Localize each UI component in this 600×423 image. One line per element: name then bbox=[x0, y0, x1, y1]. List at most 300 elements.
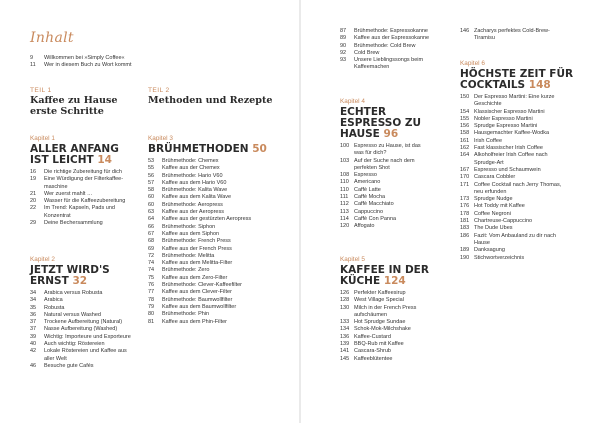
page-title: Inhalt bbox=[30, 30, 74, 46]
toc-page-number: 21 bbox=[30, 190, 37, 197]
toc-entry bbox=[148, 173, 288, 180]
toc-entry bbox=[340, 57, 448, 64]
toc-entry-text: Geschichte bbox=[474, 101, 502, 108]
toc-page-number: 34 bbox=[30, 290, 37, 296]
toc-entry bbox=[340, 326, 448, 333]
toc-entry-text: Lokale Röstereien und Kaffee aus bbox=[44, 348, 127, 355]
toc-page-number: 19 bbox=[30, 176, 37, 183]
chapter-1 bbox=[30, 135, 134, 227]
toc-entry-text: Cascara Cobbler bbox=[474, 174, 516, 181]
toc-entry bbox=[30, 363, 134, 370]
toc-entry-text: Auf der Suche nach dem bbox=[354, 157, 415, 164]
toc-entry bbox=[148, 238, 288, 245]
toc-entry bbox=[340, 216, 448, 223]
toc-entry bbox=[460, 116, 580, 123]
toc-entry bbox=[148, 275, 288, 282]
toc-page-number: 112 bbox=[340, 201, 349, 208]
toc-entry bbox=[460, 94, 580, 101]
toc-entry bbox=[340, 172, 448, 179]
toc-page-number: 141 bbox=[340, 348, 350, 355]
toc-entry-text: Kaffee aus dem Phin-Filter bbox=[162, 318, 228, 325]
toc-page-number: 133 bbox=[340, 319, 350, 326]
toc-entry bbox=[30, 55, 134, 62]
toc-entry bbox=[340, 35, 448, 42]
toc-entry-text: Schok-Mok-Milchshake bbox=[354, 326, 411, 333]
toc-entry-text: Kaffee aus dem Clever-Filter bbox=[162, 289, 232, 296]
toc-page-number: 114 bbox=[340, 215, 349, 222]
toc-page-number: 77 bbox=[148, 289, 155, 296]
chapter-label: Kapitel 5 bbox=[340, 256, 365, 263]
toc-entry-text: Chartreuse-Cappuccino bbox=[474, 218, 533, 225]
toc-entry-text: Robusta bbox=[44, 304, 65, 311]
toc-entry-text: Willkommen bei »Simply Coffee« bbox=[44, 55, 125, 61]
chapter-entries bbox=[340, 290, 448, 363]
toc-page-number: 139 bbox=[340, 341, 350, 348]
toc-page-number: 92 bbox=[340, 49, 347, 56]
toc-entry bbox=[148, 180, 288, 187]
toc-entry bbox=[460, 123, 580, 130]
toc-entry-text: The Dude Ubes bbox=[474, 225, 513, 232]
toc-page-number: 90 bbox=[340, 42, 347, 49]
toc-page-number bbox=[340, 64, 354, 71]
toc-entry-text: Besuche gute Cafés bbox=[44, 362, 94, 369]
toc-entry bbox=[148, 165, 288, 172]
toc-page-number: 69 bbox=[148, 245, 155, 252]
toc-entry-text: Im Trend: Kapseln, Pads und bbox=[44, 205, 115, 212]
toc-entry bbox=[148, 311, 288, 318]
chapter-title-text: ECHTER ESPRESSO ZU HAUSE bbox=[340, 106, 422, 140]
toc-page-number bbox=[340, 312, 354, 319]
toc-page-number: 58 bbox=[148, 187, 155, 194]
toc-page-number: 89 bbox=[340, 35, 347, 42]
toc-entry bbox=[340, 187, 448, 194]
toc-entry bbox=[148, 267, 288, 274]
toc-page-number: 22 bbox=[30, 205, 37, 212]
toc-entry bbox=[340, 28, 448, 35]
toc-page-number: 20 bbox=[30, 198, 37, 205]
toc-entry-text: Cappuccino bbox=[354, 208, 384, 215]
toc-entry bbox=[340, 143, 448, 150]
toc-entry-text: Espresso bbox=[354, 172, 377, 179]
toc-entry bbox=[148, 202, 288, 209]
toc-entry-text: Sprudge Nudge bbox=[474, 196, 513, 203]
toc-entry-text: Brühmethode: Aeropress bbox=[162, 201, 223, 208]
toc-entry bbox=[30, 356, 134, 363]
toc-page-number: 181 bbox=[460, 218, 470, 225]
toc-page-number: 164 bbox=[460, 152, 470, 159]
toc-entry-text: Brühmethode: Siphon bbox=[162, 223, 216, 230]
toc-page-number: 53 bbox=[148, 158, 155, 164]
toc-entry bbox=[148, 297, 288, 304]
toc-entry bbox=[148, 158, 288, 165]
toc-entry-text: Brühmethode: Melitta bbox=[162, 252, 215, 259]
chapter-title bbox=[340, 265, 448, 287]
chapter-label: Kapitel 2 bbox=[30, 256, 55, 263]
toc-entry-text: Kaffee aus dem Kalita Wave bbox=[162, 194, 232, 201]
toc-entry bbox=[460, 196, 580, 203]
toc-page-number: 40 bbox=[30, 341, 37, 348]
teil-2-title: Methoden und Rezepte bbox=[148, 95, 273, 106]
toc-entry-text: Nasse Aufbereitung (Washed) bbox=[44, 326, 118, 333]
toc-entry bbox=[340, 43, 448, 50]
chapter-title bbox=[340, 107, 448, 140]
chapter-title-text: BRÜHMETHODEN bbox=[148, 143, 249, 155]
toc-entry bbox=[340, 179, 448, 186]
toc-page-number bbox=[340, 165, 354, 172]
toc-page-number: 74 bbox=[148, 267, 155, 274]
toc-entry bbox=[30, 191, 134, 198]
toc-entry bbox=[460, 218, 580, 225]
toc-page-number: 78 bbox=[148, 296, 155, 303]
toc-entry-text: Cold Brew bbox=[354, 49, 380, 56]
toc-entry-text: Irish Coffee bbox=[474, 137, 503, 144]
toc-entry-text: aufschäumen bbox=[354, 311, 388, 318]
toc-page-number: 100 bbox=[340, 143, 350, 149]
toc-entry-text: Natural versus Washed bbox=[44, 311, 101, 318]
toc-page-number: 81 bbox=[148, 318, 155, 325]
toc-entry-text: Perfekter Kaffeesirup bbox=[354, 290, 406, 296]
chapter-label: Kapitel 4 bbox=[340, 98, 365, 105]
toc-entry-text: Danksagung bbox=[474, 247, 505, 254]
toc-entry-text: Kaffee aus dem Baumwollfilter bbox=[162, 303, 237, 310]
toc-page-number: 154 bbox=[460, 108, 470, 115]
chapter-page-number: 32 bbox=[72, 275, 88, 287]
toc-entry bbox=[460, 182, 580, 189]
toc-entry-text: Fast klassischer Irish Coffee bbox=[474, 145, 543, 152]
toc-page-number: 173 bbox=[460, 196, 470, 203]
toc-page-number: 74 bbox=[148, 260, 155, 267]
toc-entry bbox=[460, 130, 580, 137]
toc-entry-text: Die richtige Zubereitung für dich bbox=[44, 169, 122, 175]
toc-page-number bbox=[340, 150, 354, 157]
toc-entry-text: Unsere Lieblingssongs beim bbox=[354, 57, 424, 64]
toc-entry-text: Zacharys perfektes Cold-Brew- bbox=[474, 28, 550, 34]
chapter-page-number: 14 bbox=[97, 154, 112, 166]
toc-page-number: 161 bbox=[460, 137, 470, 144]
toc-page-number: 170 bbox=[460, 174, 470, 181]
toc-entry-text: Kaffee-Custard bbox=[354, 333, 391, 340]
toc-entry-text: Brühmethode: Kalita Wave bbox=[162, 187, 228, 194]
toc-entry-text: Caffè Mocha bbox=[354, 194, 386, 201]
toc-page-number: 37 bbox=[30, 326, 37, 333]
toc-entry-text: Wichtig: Importeure und Exporteure bbox=[44, 333, 131, 340]
toc-entry-text: Hausgemachter Kaffee-Wodka bbox=[474, 130, 550, 137]
teil-2-label: TEIL 2 bbox=[148, 87, 170, 94]
toc-entry-text: Deine Bechersammlung bbox=[44, 220, 103, 227]
toc-entry bbox=[460, 174, 580, 181]
toc-entry-text: West Village Special bbox=[354, 297, 404, 304]
toc-entry-text: Brühmethode: Phin bbox=[162, 311, 210, 318]
toc-page-number: 156 bbox=[460, 123, 470, 130]
toc-entry-text: aller Welt bbox=[44, 355, 67, 362]
toc-entry-text: Stichwortverzeichnis bbox=[474, 254, 525, 261]
toc-entry bbox=[30, 62, 134, 69]
toc-page-number: 75 bbox=[148, 274, 155, 281]
toc-entry-text: Sprudge Espresso Martini bbox=[474, 123, 538, 130]
toc-page-number bbox=[460, 240, 474, 247]
toc-page-number: 128 bbox=[340, 297, 350, 304]
toc-page-number: 63 bbox=[148, 209, 155, 216]
toc-page-number: 145 bbox=[340, 355, 350, 362]
toc-entry-text: Brühmethode: Baumwollfilter bbox=[162, 296, 233, 303]
chapter-page-number: 148 bbox=[528, 79, 551, 91]
toc-page-number: 130 bbox=[340, 304, 350, 311]
toc-entry bbox=[340, 194, 448, 201]
chapter-entries bbox=[340, 28, 448, 72]
toc-entry-text: Nobler Espresso Martini bbox=[474, 115, 533, 122]
toc-entry bbox=[460, 35, 580, 42]
toc-page-number: 55 bbox=[148, 165, 155, 172]
toc-entry-text: Caffè Macchiato bbox=[354, 201, 394, 208]
toc-entry bbox=[30, 326, 134, 333]
toc-entry bbox=[340, 50, 448, 57]
toc-entry bbox=[30, 184, 134, 191]
toc-entry bbox=[30, 305, 134, 312]
toc-page-number: 80 bbox=[148, 311, 155, 318]
toc-entry bbox=[460, 240, 580, 247]
toc-page-number: 176 bbox=[460, 203, 470, 210]
toc-page-number: 34 bbox=[30, 297, 37, 304]
toc-entry bbox=[340, 158, 448, 165]
toc-page-number: 87 bbox=[340, 28, 347, 34]
chapter-3-continued bbox=[340, 28, 448, 72]
toc-page-number: 183 bbox=[460, 225, 470, 232]
toc-page-number: 35 bbox=[30, 304, 37, 311]
toc-entry-text: Brühmethode: Cold Brew bbox=[354, 42, 416, 49]
toc-entry bbox=[148, 289, 288, 296]
toc-entry bbox=[340, 297, 448, 304]
toc-page-number bbox=[460, 101, 474, 108]
toc-entry-text: Eine Würdigung der Filterkaffee- bbox=[44, 176, 124, 183]
toc-page-number: 39 bbox=[30, 333, 37, 340]
toc-entry bbox=[340, 348, 448, 355]
toc-entry-text: Brühmethode: Clever-Kaffeefilter bbox=[162, 282, 242, 289]
toc-entry-text: was für dich? bbox=[354, 150, 387, 157]
toc-entry bbox=[460, 109, 580, 116]
toc-entry-text: Cascara-Shrub bbox=[354, 348, 391, 355]
toc-page-number: 150 bbox=[460, 94, 470, 100]
toc-page-number bbox=[30, 213, 44, 220]
toc-entry bbox=[340, 223, 448, 230]
chapter-entries bbox=[30, 290, 134, 370]
toc-entry-text: Kaffee aus der Aeropress bbox=[162, 209, 224, 216]
toc-entry bbox=[340, 64, 448, 71]
chapter-title bbox=[460, 69, 580, 91]
toc-entry bbox=[340, 319, 448, 326]
chapter-5 bbox=[340, 256, 448, 363]
toc-entry bbox=[30, 220, 134, 227]
toc-entry-text: Kaffee aus dem Hario V60 bbox=[162, 179, 227, 186]
toc-entry-text: Americano bbox=[354, 179, 381, 186]
toc-page-number: 60 bbox=[148, 194, 155, 201]
chapter-title-text: KAFFEE IN DER KÜCHE bbox=[340, 264, 429, 287]
toc-page-number bbox=[30, 184, 44, 191]
toc-page-number: 167 bbox=[460, 166, 470, 173]
toc-entry bbox=[30, 334, 134, 341]
toc-entry bbox=[30, 297, 134, 304]
toc-page-number: 29 bbox=[30, 220, 37, 227]
toc-entry bbox=[340, 334, 448, 341]
toc-entry-text: maschine bbox=[44, 183, 68, 190]
toc-page-number: 108 bbox=[340, 172, 350, 179]
toc-entry bbox=[30, 312, 134, 319]
toc-entry-text: Kaffee aus dem Zero-Filter bbox=[162, 274, 228, 281]
toc-entry bbox=[30, 290, 134, 297]
toc-entry-text: Kaffeemachen bbox=[354, 64, 390, 71]
toc-entry bbox=[148, 187, 288, 194]
chapter-entries bbox=[340, 143, 448, 231]
toc-entry bbox=[148, 224, 288, 231]
toc-entry-text: Kaffee aus dem Melitta-Filter bbox=[162, 260, 233, 267]
toc-page-number: 57 bbox=[148, 179, 155, 186]
toc-page-number: 36 bbox=[30, 311, 37, 318]
chapter-entries bbox=[460, 94, 580, 262]
toc-entry-text: Kaffee aus der gestürzten Aeropress bbox=[162, 216, 252, 223]
chapter-label: Kapitel 6 bbox=[460, 60, 485, 67]
teil-1-heading bbox=[30, 87, 134, 117]
toc-page-number: 134 bbox=[340, 326, 350, 333]
toc-entry bbox=[340, 150, 448, 157]
toc-entry bbox=[148, 231, 288, 238]
chapter-entries bbox=[148, 158, 288, 326]
toc-page-number: 190 bbox=[460, 254, 470, 261]
chapter-entries bbox=[30, 169, 134, 227]
toc-entry-text: Kaffeeblütentee bbox=[354, 355, 393, 362]
toc-entry-text: Brühmethode: Hario V60 bbox=[162, 172, 223, 179]
chapter-title-text: ALLER ANFANG IST LEICHT bbox=[30, 143, 119, 166]
toc-page-number: 68 bbox=[148, 238, 155, 245]
toc-page-number: 186 bbox=[460, 232, 470, 239]
toc-entry bbox=[340, 341, 448, 348]
toc-entry bbox=[30, 213, 134, 220]
toc-page-number: 79 bbox=[148, 303, 155, 310]
toc-entry bbox=[30, 341, 134, 348]
toc-page-number bbox=[460, 160, 474, 167]
toc-page-number: 16 bbox=[30, 169, 37, 175]
toc-entry-text: Hause bbox=[474, 239, 490, 246]
chapter-title-text: JETZT WIRD'S ERNST bbox=[30, 264, 110, 287]
toc-entry bbox=[148, 253, 288, 260]
toc-entry bbox=[460, 138, 580, 145]
toc-entry bbox=[460, 203, 580, 210]
toc-page-number: 189 bbox=[460, 247, 470, 254]
toc-entry-text: Fazit: Vom Anbauland zu dir nach bbox=[474, 232, 556, 239]
toc-entry-text: Caffè Latte bbox=[354, 186, 381, 193]
toc-entry bbox=[148, 246, 288, 253]
toc-entry bbox=[460, 225, 580, 232]
toc-entry-text: Kaffee aus der Chemex bbox=[162, 165, 220, 172]
chapter-5-continued bbox=[460, 28, 580, 43]
toc-entry bbox=[148, 319, 288, 326]
toc-entry-text: Kaffee aus dem Siphon bbox=[162, 230, 220, 237]
toc-page-number: 158 bbox=[460, 130, 470, 137]
chapter-page-number: 124 bbox=[383, 275, 406, 287]
toc-page-number: 146 bbox=[460, 28, 470, 34]
intro-list bbox=[30, 55, 134, 70]
toc-page-number: 76 bbox=[148, 282, 155, 289]
toc-entry-text: Wer in diesem Buch zu Wort kommt bbox=[44, 62, 132, 69]
toc-entry-text: Alkoholfreier Irish Coffee nach bbox=[474, 152, 548, 159]
toc-page-number: 46 bbox=[30, 362, 37, 369]
toc-entry bbox=[340, 312, 448, 319]
toc-entry bbox=[148, 260, 288, 267]
toc-page-number: 9 bbox=[30, 55, 34, 61]
toc-page-number bbox=[460, 189, 474, 196]
toc-entry-text: Coffee Cocktail nach Jerry Thomas, bbox=[474, 181, 562, 188]
toc-page-number: 64 bbox=[148, 216, 155, 223]
toc-entry-text: Kaffee aus der French Press bbox=[162, 245, 232, 252]
chapter-6 bbox=[460, 60, 580, 262]
toc-page-number: 66 bbox=[148, 223, 155, 230]
chapter-title bbox=[30, 144, 134, 166]
toc-page-number: 93 bbox=[340, 57, 347, 64]
chapter-4 bbox=[340, 98, 448, 231]
toc-entry-text: Arabica bbox=[44, 297, 63, 304]
toc-entry bbox=[340, 305, 448, 312]
toc-page-number: 56 bbox=[148, 172, 155, 179]
teil-1-label: TEIL 1 bbox=[30, 87, 52, 94]
chapter-page-number: 96 bbox=[383, 128, 399, 140]
toc-page-number: 136 bbox=[340, 333, 350, 340]
toc-entry-text: neu erfunden bbox=[474, 188, 507, 195]
toc-entry bbox=[460, 233, 580, 240]
toc-entry bbox=[460, 152, 580, 159]
chapter-2 bbox=[30, 256, 134, 370]
toc-entry bbox=[460, 167, 580, 174]
toc-entry bbox=[460, 211, 580, 218]
toc-entry bbox=[148, 282, 288, 289]
toc-entry bbox=[340, 290, 448, 297]
toc-page-number: 155 bbox=[460, 115, 470, 122]
toc-entry bbox=[340, 356, 448, 363]
toc-entry bbox=[460, 247, 580, 254]
toc-page-number: 60 bbox=[148, 201, 155, 208]
toc-page-number: 67 bbox=[148, 230, 155, 237]
toc-page-number: 162 bbox=[460, 145, 470, 152]
toc-entry-text: Caffè Con Panna bbox=[354, 215, 397, 222]
toc-entry-text: perfekten Shot bbox=[354, 164, 390, 171]
toc-entry bbox=[148, 216, 288, 223]
chapter-title-text: HÖCHSTE ZEIT FÜR COCKTAILS bbox=[460, 68, 574, 91]
toc-entry bbox=[30, 169, 134, 176]
toc-entry bbox=[30, 348, 134, 355]
toc-page-number: 110 bbox=[340, 179, 349, 186]
toc-entry-text: Hot Sprudge Sundae bbox=[354, 319, 406, 326]
toc-entry-text: Wasser für die Kaffeezubereitung bbox=[44, 198, 126, 205]
toc-page-number: 126 bbox=[340, 290, 350, 296]
toc-entry bbox=[460, 160, 580, 167]
toc-entry-text: Tiramisu bbox=[474, 35, 495, 42]
toc-page-number: 111 bbox=[340, 194, 349, 201]
chapter-label: Kapitel 3 bbox=[148, 135, 173, 142]
toc-page-number: 120 bbox=[340, 223, 350, 230]
teil-1-title: Kaffee zu Hause erste Schritte bbox=[30, 95, 118, 117]
toc-entry bbox=[30, 319, 134, 326]
toc-entry bbox=[148, 209, 288, 216]
toc-entry bbox=[30, 176, 134, 183]
toc-entry-text: Hot Toddy mit Kaffee bbox=[474, 203, 525, 210]
toc-entry-text: Brühmethode: Chemex bbox=[162, 158, 219, 164]
toc-entry-text: Milch in der French Press bbox=[354, 304, 417, 311]
toc-entry-text: Der Espresso Martini: Eine kurze bbox=[474, 94, 555, 100]
toc-entry-text: Trockene Aufbereitung (Natural) bbox=[44, 319, 123, 326]
toc-page-number: 171 bbox=[460, 181, 470, 188]
book-spine bbox=[299, 0, 301, 423]
toc-entry-text: Klassischer Espresso Martini bbox=[474, 108, 545, 115]
toc-entry bbox=[460, 189, 580, 196]
chapter-page-number: 50 bbox=[252, 143, 267, 155]
toc-page-number: 42 bbox=[30, 348, 37, 355]
